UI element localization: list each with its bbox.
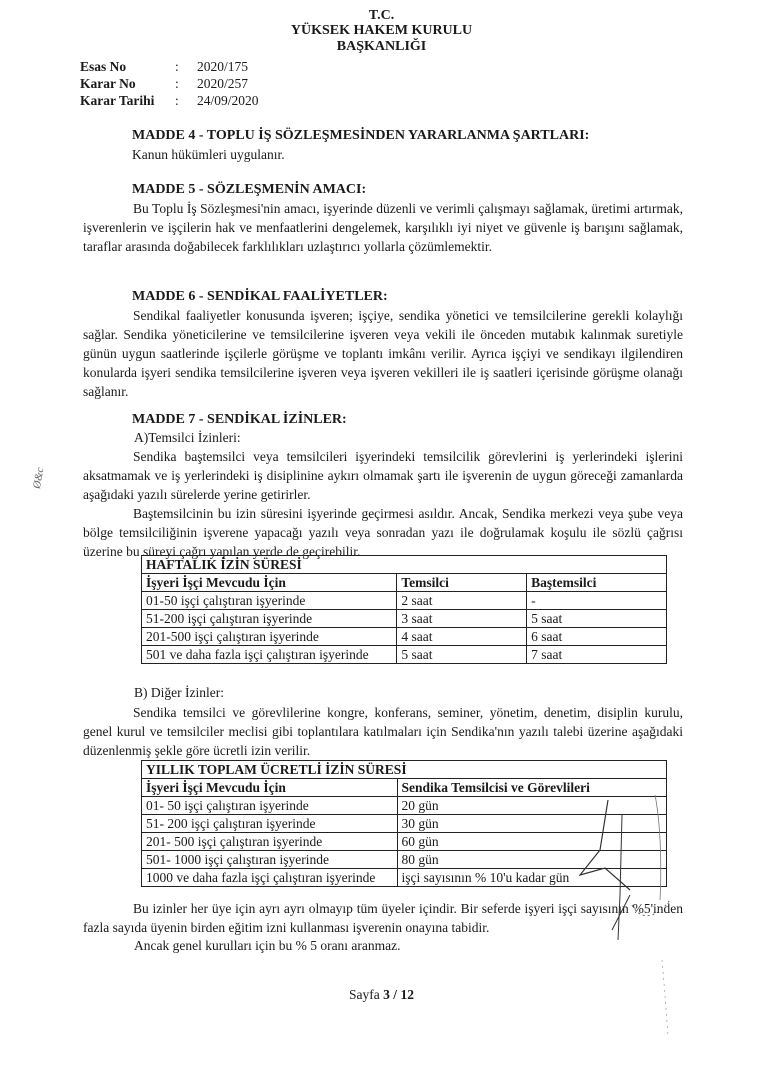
table-cell: 4 saat bbox=[397, 628, 527, 646]
madde7-para3: Sendika temsilci ve görevlilerine kongre, konferans, seminer, yönetim, denetim, disiplin kurulu, genel kurul ve temsilciler meclisi gibi toplantılara katılmaları için Sendika'nın yazılı talebi üzerine aşağıdaki düzenlenmiş şekle göre ücretli izin verilir. bbox=[83, 705, 683, 758]
meta-colon: : bbox=[175, 93, 179, 108]
meta-label: Esas No bbox=[80, 59, 127, 74]
madde7-para2: Baştemsilcinin bu izin süresini işyerinde geçirmesi asıldır. Ancak, Sendika merkezi veya şube veya bölge temsilciliğinin işverene yapacağı yazılı veya sonradan yazı ile doğrulamak koşulu ile sözlü çağrısı üzerine bu süreyi çağrı yapılan yerde de geçirebilir. bbox=[83, 506, 683, 559]
page-total: 12 bbox=[400, 987, 414, 1002]
table-header-cell: Sendika Temsilcisi ve Görevlileri bbox=[397, 779, 667, 797]
table-cell: 6 saat bbox=[527, 628, 667, 646]
table-cell: 3 saat bbox=[397, 610, 527, 628]
table-row bbox=[142, 592, 667, 610]
table-cell: 60 gün bbox=[397, 833, 667, 851]
margin-initial: Ø&c bbox=[30, 466, 47, 490]
madde7-sub-a: A)Temsilci İzinleri: bbox=[134, 430, 241, 445]
madde7-para1: Sendika baştemsilci veya temsilcileri işyerindeki temsilcilik görevlerini iş yerlerindeki işlerini aksatmamak ve iş yerlerindeki iş disiplinine aykırı olmamak şartı ile işverenin de uygun göreceği zamanlarda aşağıdaki yazılı sürelerde yerine getirirler. bbox=[83, 449, 683, 502]
table-cell: 30 gün bbox=[397, 815, 667, 833]
table-header-row bbox=[142, 574, 667, 592]
meta-karar bbox=[80, 75, 248, 92]
meta-esas bbox=[80, 58, 248, 75]
madde7-para5: Ancak genel kurulları için bu % 5 oranı aranmaz. bbox=[134, 938, 401, 953]
meta-label: Karar Tarihi bbox=[80, 93, 155, 108]
table-cell: 20 gün bbox=[397, 797, 667, 815]
page-prefix: Sayfa bbox=[349, 987, 380, 1002]
madde6-text: Sendikal faaliyetler konusunda işveren; işçiye, sendika yönetici ve temsilcilerine gerekli kolaylığı sağlar. Sendika yöneticilerine ve temsilcilerine işveren veya vekili ile önceden mutabık kalınmak suretiyle günün uygun saatlerinde işçilerle görüşme ve toplantı imkânı verilir. Ayrıca işçiyi ve sendikayı ilgilendiren konularda işyeri sendika temsilcilerine işveren veya işveren vekilleri ile iş saatleri içerisinde görüşme olanağı sağlanır. bbox=[83, 308, 683, 399]
meta-colon: : bbox=[175, 59, 179, 74]
table-cell: 01-50 işçi çalıştıran işyerinde bbox=[142, 592, 397, 610]
header-tc: T.C. bbox=[368, 8, 395, 23]
madde7-title: MADDE 7 - SENDİKAL İZİNLER: bbox=[132, 412, 347, 427]
table-cell: 1000 ve daha fazla işçi çalıştıran işyerinde bbox=[142, 869, 398, 887]
table-cell: işçi sayısının % 10'u kadar gün bbox=[397, 869, 667, 887]
table-cell: 51- 200 işçi çalıştıran işyerinde bbox=[142, 815, 398, 833]
signature-mark bbox=[560, 780, 700, 1040]
table-cell: 01- 50 işçi çalıştıran işyerinde bbox=[142, 797, 398, 815]
table-title-row bbox=[142, 761, 667, 779]
haftalik-izin-table bbox=[141, 555, 667, 664]
madde5-text: Bu Toplu İş Sözleşmesi'nin amacı, işyerinde düzenli ve verimli çalışmayı sağlamak, üretimi artırmak, işverenlerin ve işçilerin hak ve menfaatlerini dengelemek, karşılıklı iyi niyet ve güvenle iş barışını sağlamak, taraflar arasında doğabilecek farklılıkları uzlaştırıcı yollarla çözümlemektir. bbox=[83, 201, 683, 254]
table-header-cell: İşyeri İşçi Mevcudu İçin bbox=[142, 574, 397, 592]
table-cell: 201-500 işçi çalıştıran işyerinde bbox=[142, 628, 397, 646]
table-title: YILLIK TOPLAM ÜCRETLİ İZİN SÜRESİ bbox=[142, 761, 667, 779]
meta-value: 24/09/2020 bbox=[197, 93, 259, 108]
meta-colon: : bbox=[175, 76, 179, 91]
table-cell: 80 gün bbox=[397, 851, 667, 869]
madde4-text: Kanun hükümleri uygulanır. bbox=[132, 147, 285, 162]
table-cell: 501 ve daha fazla işçi çalıştıran işyerinde bbox=[142, 646, 397, 664]
table-cell: 5 saat bbox=[527, 610, 667, 628]
madde4-title: MADDE 4 - TOPLU İŞ SÖZLEŞMESİNDEN YARARLANMA ŞARTLARI: bbox=[132, 128, 590, 143]
meta-value: 2020/257 bbox=[197, 76, 249, 91]
madde7-para4: Bu izinler her üye için ayrı ayrı olmayıp tüm üyeler içindir. Bir seferde işyeri işçi sayısının %5'inden fazla sayıda üyenin birden eğitim izni kullanması işverenin onayına tabidir. bbox=[83, 901, 683, 935]
header-baskanlik: BAŞKANLIĞI bbox=[336, 39, 427, 54]
table-row bbox=[142, 628, 667, 646]
meta-value: 2020/175 bbox=[197, 59, 249, 74]
table-cell: 5 saat bbox=[397, 646, 527, 664]
table-title: HAFTALIK İZİN SÜRESİ bbox=[142, 556, 667, 574]
madde6-title: MADDE 6 - SENDİKAL FAALİYETLER: bbox=[132, 289, 388, 304]
table-cell: - bbox=[527, 592, 667, 610]
page-current: 3 bbox=[383, 987, 390, 1002]
table-cell: 7 saat bbox=[527, 646, 667, 664]
table-header-cell: Temsilci bbox=[397, 574, 527, 592]
table-row bbox=[142, 646, 667, 664]
table-title-row bbox=[142, 556, 667, 574]
table-cell: 501- 1000 işçi çalıştıran işyerinde bbox=[142, 851, 398, 869]
table-cell: 201- 500 işçi çalıştıran işyerinde bbox=[142, 833, 398, 851]
table-cell: 2 saat bbox=[397, 592, 527, 610]
table-header-cell: Baştemsilci bbox=[527, 574, 667, 592]
meta-tarih bbox=[80, 92, 259, 109]
madde5-title: MADDE 5 - SÖZLEŞMENİN AMACI: bbox=[132, 182, 367, 197]
madde7-sub-b: B) Diğer İzinler: bbox=[134, 685, 224, 700]
header-kurul: YÜKSEK HAKEM KURULU bbox=[290, 23, 473, 38]
table-row bbox=[142, 610, 667, 628]
table-header-cell: İşyeri İşçi Mevcudu İçin bbox=[142, 779, 398, 797]
meta-label: Karar No bbox=[80, 76, 136, 91]
page-sep: / bbox=[393, 987, 398, 1002]
table-cell: 51-200 işçi çalıştıran işyerinde bbox=[142, 610, 397, 628]
